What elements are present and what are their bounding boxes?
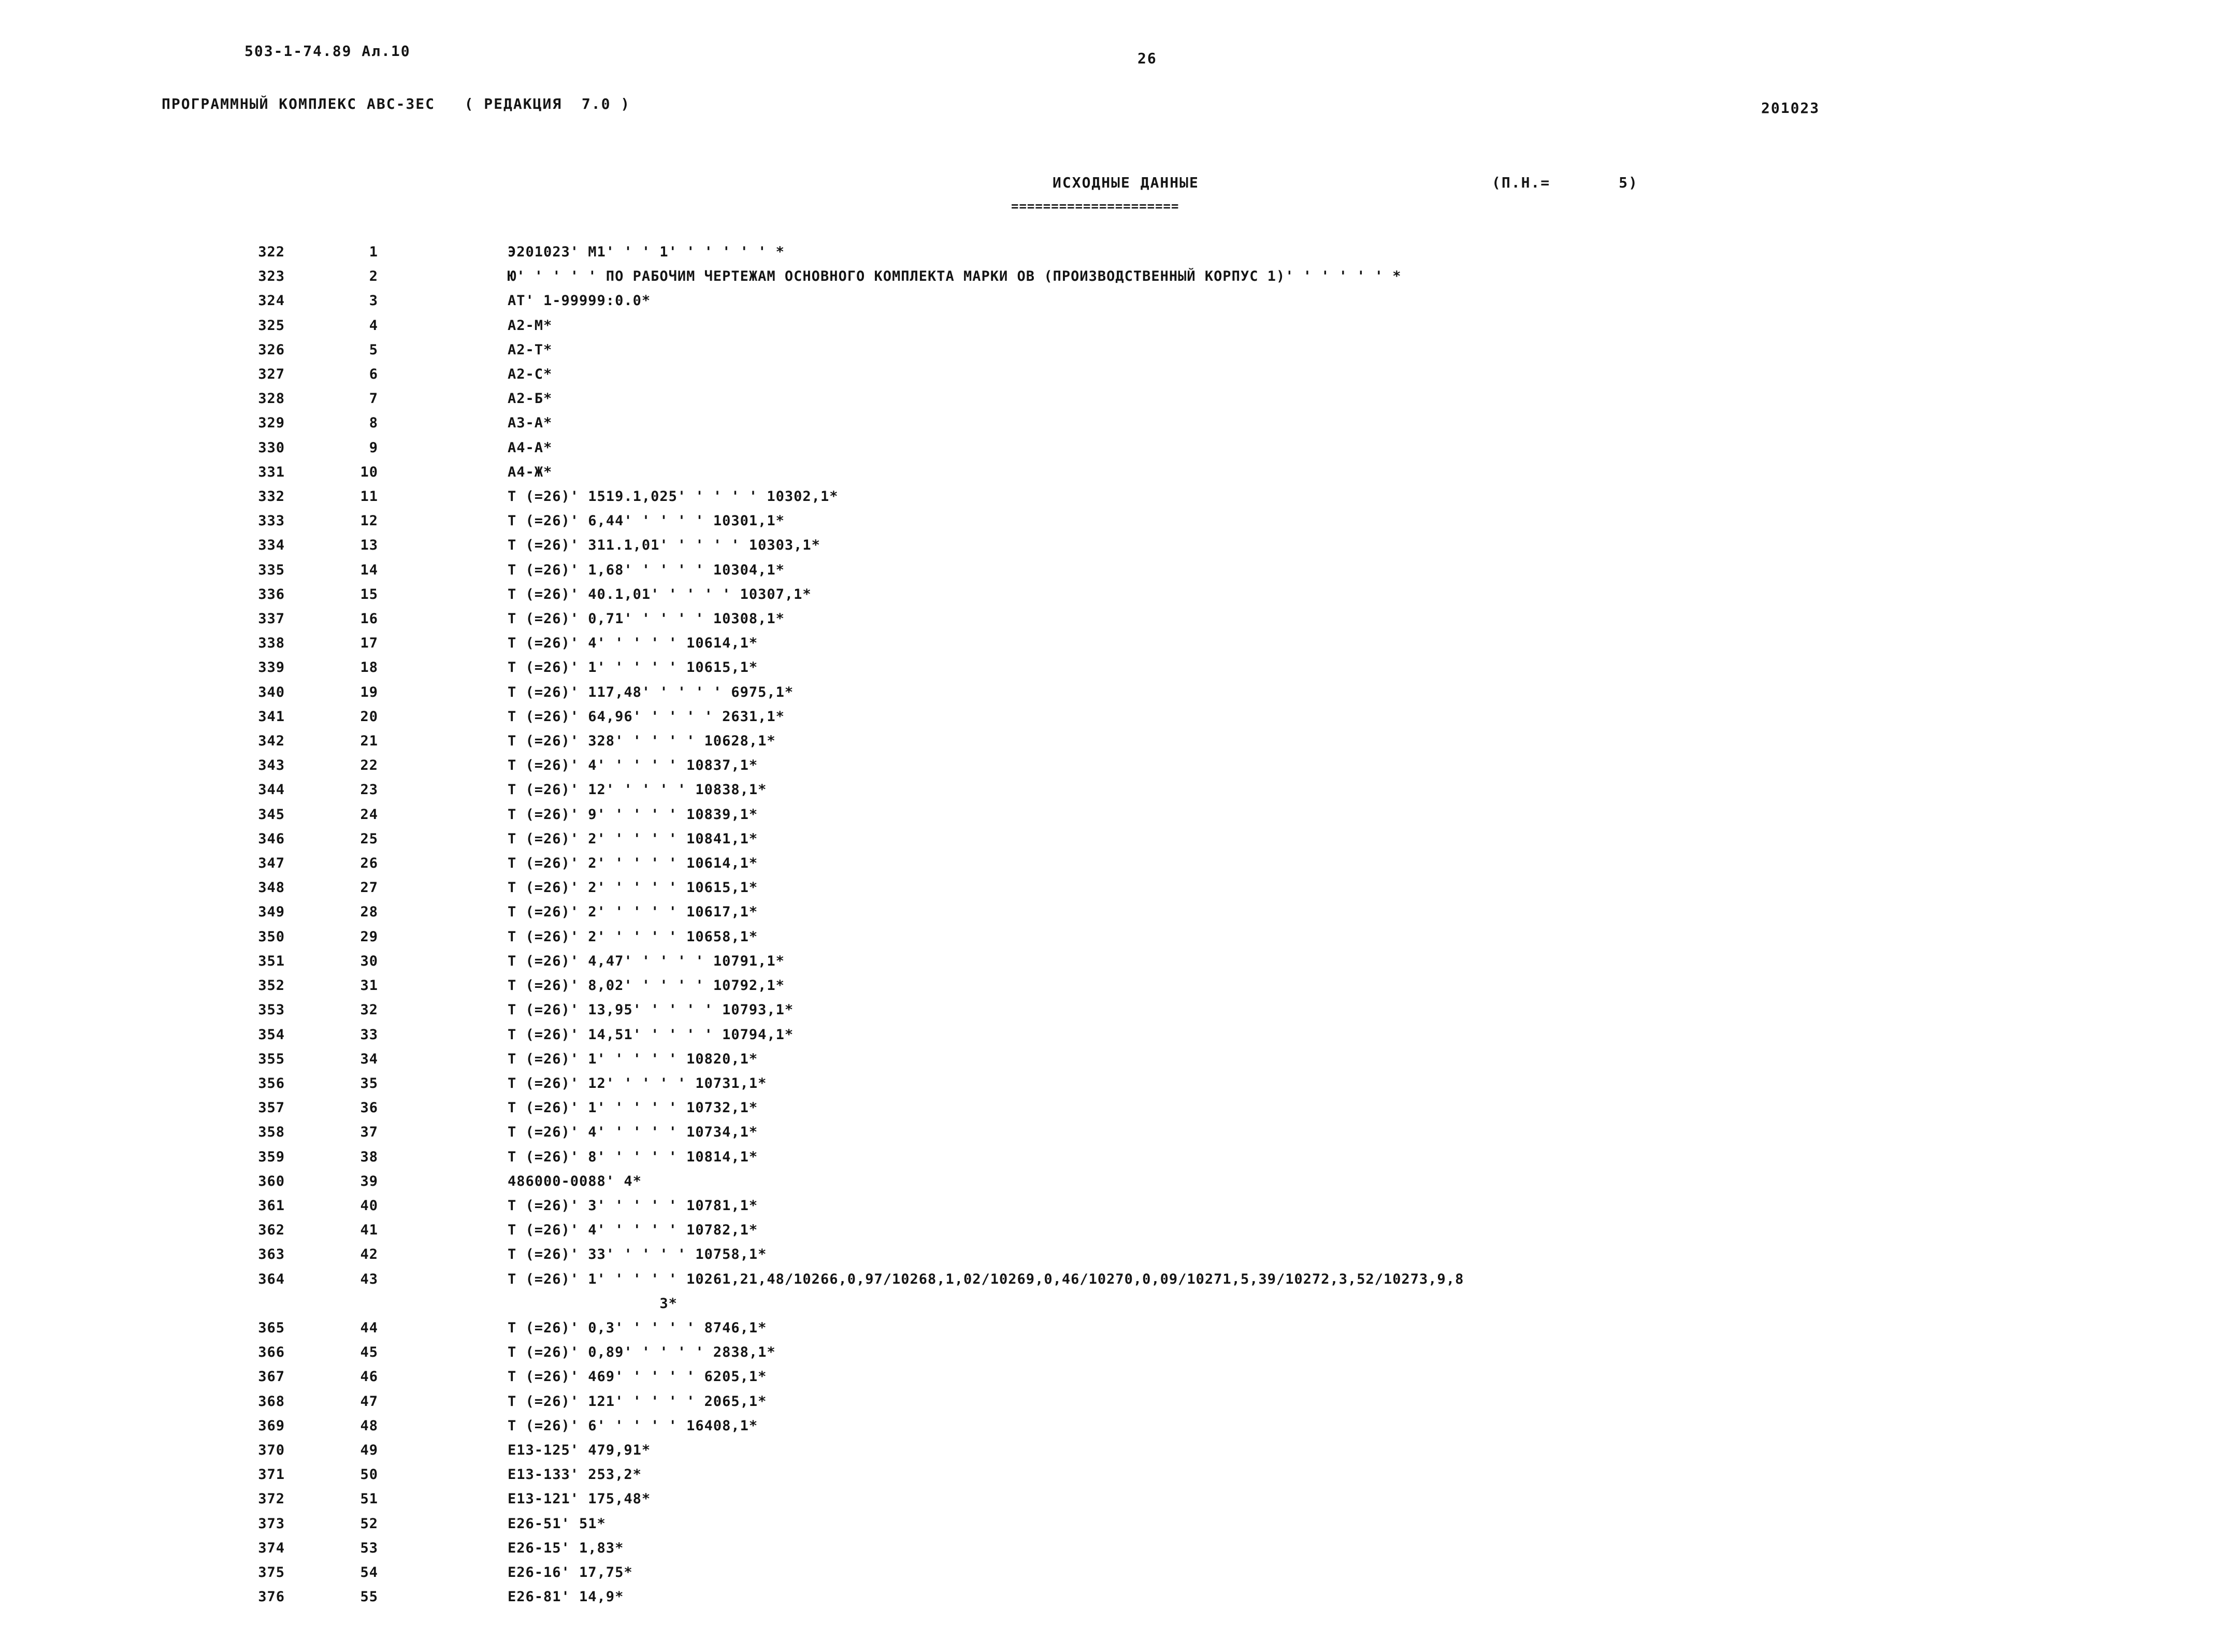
- row-text: Т (=26)' 4' ' ' ' ' 10614,1*: [508, 635, 758, 652]
- row-record-number: 10: [360, 464, 378, 480]
- row-line-number: 325: [258, 317, 285, 334]
- row-text: А2-С*: [508, 366, 553, 383]
- row-line-number: 373: [258, 1515, 285, 1532]
- row-record-number: 7: [369, 391, 378, 407]
- row-text: Т (=26)' 40.1,01' ' ' ' ' 10307,1*: [508, 586, 812, 602]
- row-line-number: 359: [258, 1148, 285, 1165]
- row-record-number: 48: [360, 1417, 378, 1434]
- row-line-number: 370: [258, 1442, 285, 1458]
- row-text: Е26-15' 1,83*: [508, 1540, 624, 1556]
- row-record-number: 44: [360, 1319, 378, 1336]
- row-record-number: 18: [360, 659, 378, 676]
- row-record-number: 15: [360, 586, 378, 602]
- row-text: Т (=26)' 1' ' ' ' ' 10261,21,48/10266,0,97/10268,1,02/10269,0,46/10270,0,09/10271,5,39/10272,3,52/10273,9,8 3*: [508, 1271, 1464, 1312]
- row-text: Т (=26)' 8,02' ' ' ' ' 10792,1*: [508, 978, 785, 994]
- row-line-number: 375: [258, 1564, 285, 1581]
- row-line-number: 338: [258, 635, 285, 652]
- row-line-number: 333: [258, 513, 285, 529]
- row-line-number: 355: [258, 1051, 285, 1067]
- listing-row: [223, 289, 2087, 313]
- listing-row: [223, 655, 2087, 680]
- row-text: Т (=26)' 9' ' ' ' ' 10839,1*: [508, 806, 758, 823]
- listing-row: [223, 1487, 2087, 1511]
- listing-row: [223, 533, 2087, 557]
- listing-row: [223, 998, 2087, 1022]
- row-line-number: 343: [258, 757, 285, 774]
- listing-row: [223, 460, 2087, 484]
- data-listing: [223, 240, 2087, 1609]
- section-params: (П.Н.= 5): [1492, 174, 1638, 191]
- row-record-number: 36: [360, 1100, 378, 1116]
- row-text: 486000-0088' 4*: [508, 1173, 642, 1189]
- row-record-number: 5: [369, 341, 378, 358]
- row-text: Т (=26)' 2' ' ' ' ' 10615,1*: [508, 880, 758, 896]
- row-record-number: 25: [360, 830, 378, 847]
- row-record-number: 54: [360, 1564, 378, 1581]
- row-line-number: 322: [258, 244, 285, 260]
- row-text: Е26-81' 14,9*: [508, 1589, 624, 1605]
- row-record-number: 52: [360, 1515, 378, 1532]
- row-line-number: 347: [258, 855, 285, 872]
- row-line-number: 362: [258, 1222, 285, 1239]
- row-record-number: 33: [360, 1026, 378, 1043]
- listing-row: [223, 1267, 2087, 1316]
- listing-row: [223, 411, 2087, 435]
- row-record-number: 17: [360, 635, 378, 652]
- row-record-number: 37: [360, 1124, 378, 1141]
- row-text: А2-М*: [508, 317, 553, 334]
- row-text: Т (=26)' 2' ' ' ' ' 10614,1*: [508, 855, 758, 872]
- listing-row: [223, 1169, 2087, 1194]
- row-line-number: 344: [258, 782, 285, 798]
- listing-row: [223, 778, 2087, 802]
- program-title: ПРОГРАММНЫЙ КОМПЛЕКС АВС-ЗЕС ( РЕДАКЦИЯ 7.0 ): [162, 95, 631, 112]
- row-text: Т (=26)' 4' ' ' ' ' 10734,1*: [508, 1124, 758, 1141]
- section-underline: =====================: [1011, 199, 1179, 213]
- row-line-number: 327: [258, 366, 285, 383]
- listing-row: [223, 509, 2087, 533]
- row-text: Т (=26)' 117,48' ' ' ' ' 6975,1*: [508, 684, 794, 700]
- row-line-number: 368: [258, 1393, 285, 1410]
- row-text: Т (=26)' 328' ' ' ' ' 10628,1*: [508, 733, 776, 750]
- row-record-number: 8: [369, 415, 378, 432]
- row-text: Т (=26)' 4,47' ' ' ' ' 10791,1*: [508, 953, 785, 969]
- listing-row: [223, 558, 2087, 582]
- row-text: Е13-133' 253,2*: [508, 1467, 642, 1483]
- row-line-number: 341: [258, 708, 285, 725]
- row-text: Т (=26)' 8' ' ' ' ' 10814,1*: [508, 1148, 758, 1165]
- row-record-number: 21: [360, 733, 378, 750]
- listing-row: [223, 973, 2087, 998]
- listing-row: [223, 1120, 2087, 1144]
- row-record-number: 49: [360, 1442, 378, 1458]
- row-record-number: 45: [360, 1344, 378, 1361]
- row-line-number: 330: [258, 439, 285, 456]
- listing-row: [223, 1145, 2087, 1169]
- job-number: 201023: [1761, 99, 1820, 117]
- row-record-number: 34: [360, 1051, 378, 1067]
- row-record-number: 2: [369, 268, 378, 285]
- row-text: Ю' ' ' ' ' ПО РАБОЧИМ ЧЕРТЕЖАМ ОСНОВНОГО КОМПЛЕКТА МАРКИ ОВ (ПРОИЗВОДСТВЕННЫЙ КОРПУС 1)' ' ' ' ' ' *: [508, 268, 1402, 285]
- row-line-number: 356: [258, 1075, 285, 1091]
- row-line-number: 336: [258, 586, 285, 602]
- row-line-number: 332: [258, 489, 285, 505]
- row-record-number: 11: [360, 489, 378, 505]
- row-text: Т (=26)' 1519.1,025' ' ' ' ' 10302,1*: [508, 489, 839, 505]
- row-line-number: 351: [258, 953, 285, 969]
- row-text: Т (=26)' 311.1,01' ' ' ' ' 10303,1*: [508, 537, 820, 554]
- row-record-number: 20: [360, 708, 378, 725]
- row-text: Т (=26)' 2' ' ' ' ' 10841,1*: [508, 830, 758, 847]
- row-record-number: 32: [360, 1002, 378, 1018]
- listing-row: [223, 607, 2087, 631]
- row-record-number: 19: [360, 684, 378, 700]
- row-line-number: 369: [258, 1417, 285, 1434]
- row-record-number: 24: [360, 806, 378, 823]
- row-record-number: 42: [360, 1246, 378, 1263]
- row-record-number: 39: [360, 1173, 378, 1189]
- listing-row: [223, 949, 2087, 973]
- listing-row: [223, 1414, 2087, 1438]
- row-record-number: 9: [369, 439, 378, 456]
- row-text: Т (=26)' 33' ' ' ' ' 10758,1*: [508, 1246, 767, 1263]
- row-text: Т (=26)' 12' ' ' ' ' 10838,1*: [508, 782, 767, 798]
- listing-row: [223, 1316, 2087, 1340]
- row-line-number: 329: [258, 415, 285, 432]
- listing-row: [223, 827, 2087, 851]
- row-record-number: 22: [360, 757, 378, 774]
- row-line-number: 376: [258, 1589, 285, 1605]
- row-text: Т (=26)' 4' ' ' ' ' 10782,1*: [508, 1222, 758, 1239]
- row-line-number: 340: [258, 684, 285, 700]
- row-line-number: 348: [258, 880, 285, 896]
- row-record-number: 50: [360, 1467, 378, 1483]
- row-text: Е26-16' 17,75*: [508, 1564, 633, 1581]
- listing-row: [223, 240, 2087, 264]
- row-line-number: 350: [258, 928, 285, 945]
- listing-row: [223, 1047, 2087, 1071]
- row-text: Э201023' М1' ' ' 1' ' ' ' ' ' *: [508, 244, 785, 260]
- listing-row: [223, 1194, 2087, 1218]
- row-line-number: 328: [258, 391, 285, 407]
- row-line-number: 335: [258, 562, 285, 578]
- row-record-number: 40: [360, 1197, 378, 1214]
- listing-row: [223, 338, 2087, 362]
- row-record-number: 14: [360, 562, 378, 578]
- row-line-number: 372: [258, 1491, 285, 1507]
- row-text: А3-А*: [508, 415, 553, 432]
- row-line-number: 334: [258, 537, 285, 554]
- listing-row: [223, 1536, 2087, 1560]
- row-line-number: 374: [258, 1540, 285, 1556]
- row-record-number: 55: [360, 1589, 378, 1605]
- row-text: Т (=26)' 1' ' ' ' ' 10820,1*: [508, 1051, 758, 1067]
- row-text: Т (=26)' 64,96' ' ' ' ' 2631,1*: [508, 708, 785, 725]
- row-record-number: 28: [360, 904, 378, 921]
- row-record-number: 3: [369, 293, 378, 309]
- row-text: Т (=26)' 14,51' ' ' ' ' 10794,1*: [508, 1026, 794, 1043]
- document-code: 503-1-74.89 Ал.10: [244, 42, 411, 60]
- row-record-number: 38: [360, 1148, 378, 1165]
- row-text: АТ' 1-99999:0.0*: [508, 293, 651, 309]
- row-record-number: 27: [360, 880, 378, 896]
- row-line-number: 353: [258, 1002, 285, 1018]
- listing-row: [223, 582, 2087, 607]
- row-line-number: 367: [258, 1369, 285, 1385]
- row-record-number: 31: [360, 978, 378, 994]
- row-text: Т (=26)' 4' ' ' ' ' 10837,1*: [508, 757, 758, 774]
- row-text: Т (=26)' 6,44' ' ' ' ' 10301,1*: [508, 513, 785, 529]
- listing-row: [223, 1560, 2087, 1585]
- row-line-number: 358: [258, 1124, 285, 1141]
- row-record-number: 41: [360, 1222, 378, 1239]
- row-text: Т (=26)' 2' ' ' ' ' 10658,1*: [508, 928, 758, 945]
- row-text: Т (=26)' 1,68' ' ' ' ' 10304,1*: [508, 562, 785, 578]
- row-record-number: 51: [360, 1491, 378, 1507]
- row-record-number: 53: [360, 1540, 378, 1556]
- row-text: А2-Т*: [508, 341, 553, 358]
- row-line-number: 354: [258, 1026, 285, 1043]
- listing-row: [223, 1364, 2087, 1389]
- row-line-number: 337: [258, 611, 285, 627]
- row-text: Т (=26)' 2' ' ' ' ' 10617,1*: [508, 904, 758, 921]
- row-line-number: 342: [258, 733, 285, 750]
- row-record-number: 13: [360, 537, 378, 554]
- row-line-number: 349: [258, 904, 285, 921]
- row-line-number: 339: [258, 659, 285, 676]
- row-text: Т (=26)' 13,95' ' ' ' ' 10793,1*: [508, 1002, 794, 1018]
- row-record-number: 23: [360, 782, 378, 798]
- listing-row: [223, 1340, 2087, 1364]
- listing-row: [223, 1023, 2087, 1047]
- listing-row: [223, 313, 2087, 338]
- listing-row: [223, 875, 2087, 900]
- listing-row: [223, 1389, 2087, 1414]
- row-record-number: 35: [360, 1075, 378, 1091]
- row-record-number: 12: [360, 513, 378, 529]
- row-line-number: 364: [258, 1271, 285, 1287]
- row-text: Е13-121' 175,48*: [508, 1491, 651, 1507]
- row-text: Т (=26)' 469' ' ' ' ' 6205,1*: [508, 1369, 767, 1385]
- row-record-number: 47: [360, 1393, 378, 1410]
- row-text: Т (=26)' 12' ' ' ' ' 10731,1*: [508, 1075, 767, 1091]
- row-text: Е26-51' 51*: [508, 1515, 606, 1532]
- row-line-number: 361: [258, 1197, 285, 1214]
- row-text: Т (=26)' 1' ' ' ' ' 10615,1*: [508, 659, 758, 676]
- listing-row: [223, 362, 2087, 386]
- page-number: 26: [1137, 50, 1157, 67]
- row-record-number: 43: [360, 1271, 378, 1287]
- listing-row: [223, 729, 2087, 753]
- listing-row: [223, 484, 2087, 509]
- listing-row: [223, 1096, 2087, 1120]
- listing-row: [223, 900, 2087, 924]
- row-text: Т (=26)' 121' ' ' ' ' 2065,1*: [508, 1393, 767, 1410]
- row-line-number: 352: [258, 978, 285, 994]
- row-record-number: 46: [360, 1369, 378, 1385]
- row-text: Т (=26)' 1' ' ' ' ' 10732,1*: [508, 1100, 758, 1116]
- listing-row: [223, 1585, 2087, 1609]
- row-line-number: 326: [258, 341, 285, 358]
- row-line-number: 366: [258, 1344, 285, 1361]
- row-text: А2-Б*: [508, 391, 553, 407]
- listing-row: [223, 925, 2087, 949]
- listing-row: [223, 264, 2087, 289]
- listing-row: [223, 386, 2087, 411]
- row-record-number: 4: [369, 317, 378, 334]
- listing-row: [223, 851, 2087, 875]
- row-record-number: 1: [369, 244, 378, 260]
- listing-row: [223, 1218, 2087, 1242]
- row-record-number: 30: [360, 953, 378, 969]
- row-line-number: 324: [258, 293, 285, 309]
- listing-row: [223, 680, 2087, 705]
- row-line-number: 331: [258, 464, 285, 480]
- row-record-number: 16: [360, 611, 378, 627]
- row-text: Т (=26)' 0,71' ' ' ' ' 10308,1*: [508, 611, 785, 627]
- row-line-number: 363: [258, 1246, 285, 1263]
- listing-row: [223, 436, 2087, 460]
- row-text: Т (=26)' 0,89' ' ' ' ' 2838,1*: [508, 1344, 776, 1361]
- row-text: А4-Ж*: [508, 464, 553, 480]
- row-record-number: 26: [360, 855, 378, 872]
- row-line-number: 365: [258, 1319, 285, 1336]
- row-text: Т (=26)' 3' ' ' ' ' 10781,1*: [508, 1197, 758, 1214]
- listing-row: [223, 1512, 2087, 1536]
- row-line-number: 345: [258, 806, 285, 823]
- row-line-number: 360: [258, 1173, 285, 1189]
- row-line-number: 371: [258, 1467, 285, 1483]
- row-record-number: 6: [369, 366, 378, 383]
- section-title: ИСХОДНЫЕ ДАННЫЕ: [1053, 174, 1199, 191]
- listing-row: [223, 1242, 2087, 1267]
- row-record-number: 29: [360, 928, 378, 945]
- row-text: Т (=26)' 0,3' ' ' ' ' 8746,1*: [508, 1319, 767, 1336]
- row-line-number: 323: [258, 268, 285, 285]
- row-line-number: 357: [258, 1100, 285, 1116]
- listing-row: [223, 1071, 2087, 1096]
- listing-row: [223, 1438, 2087, 1462]
- listing-row: [223, 631, 2087, 655]
- row-text: А4-А*: [508, 439, 553, 456]
- row-line-number: 346: [258, 830, 285, 847]
- listing-row: [223, 753, 2087, 778]
- row-text: Е13-125' 479,91*: [508, 1442, 651, 1458]
- row-text: Т (=26)' 6' ' ' ' ' 16408,1*: [508, 1417, 758, 1434]
- listing-row: [223, 802, 2087, 827]
- listing-row: [223, 705, 2087, 729]
- listing-row: [223, 1462, 2087, 1487]
